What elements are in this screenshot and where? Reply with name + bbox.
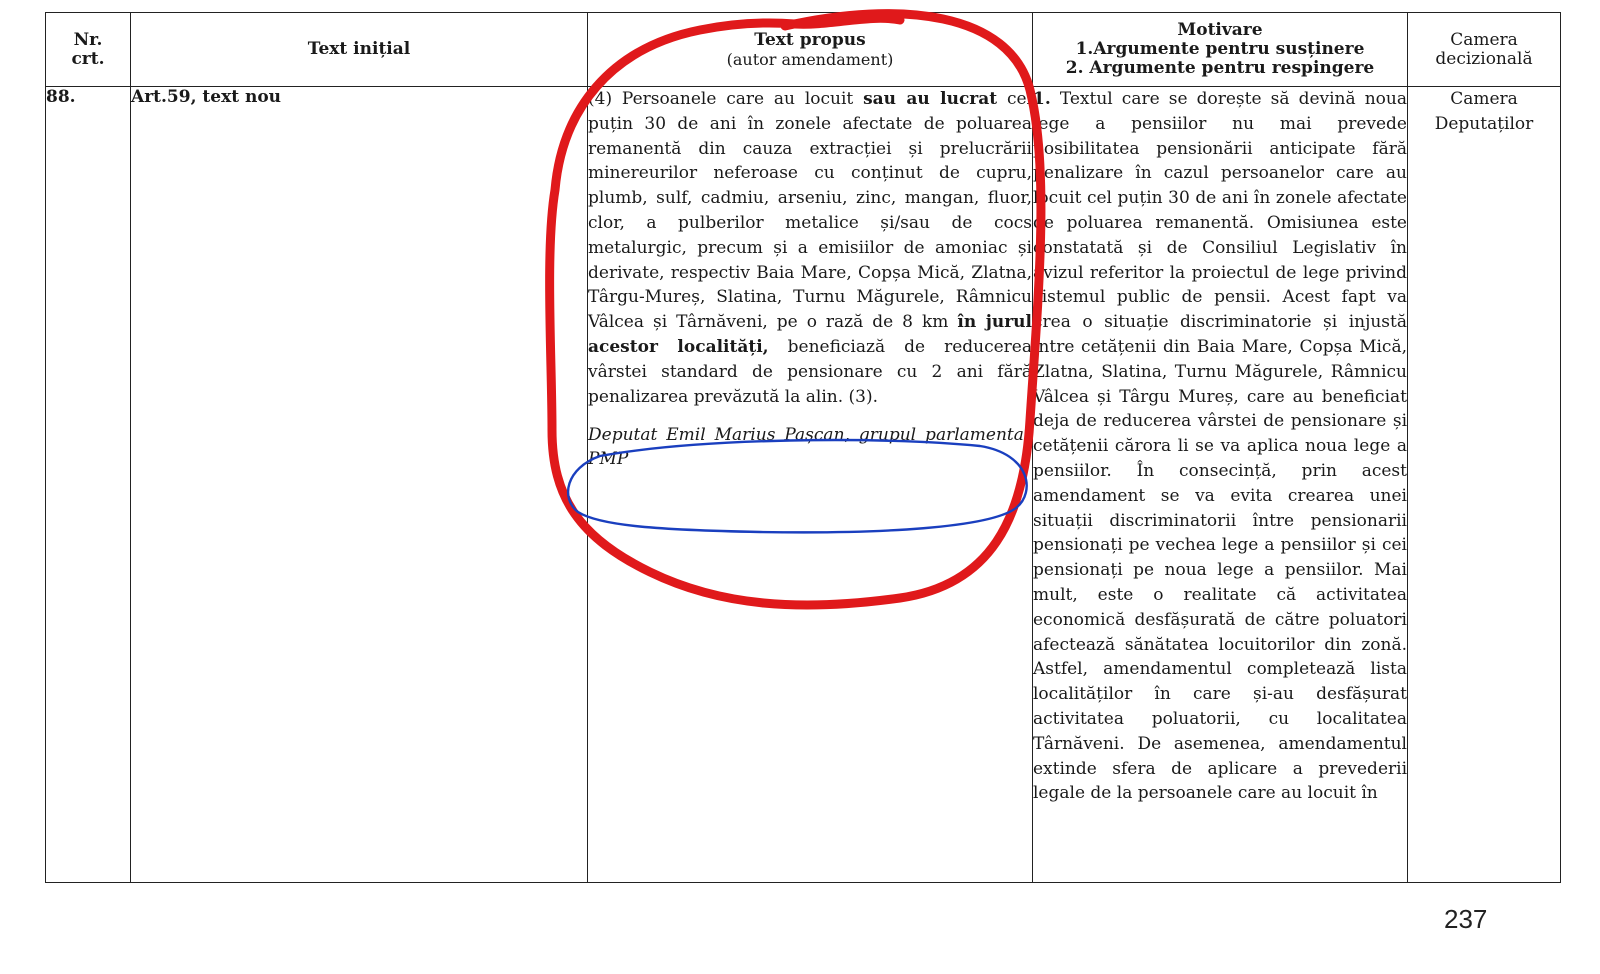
- proposed-text-part: cel puțin 30 de ani în zonele afectate de poluarea remanentă din cauza extracției și prelucrării minereurilor neferoase cu conținut de cupru, plumb, sulf, cadmiu, arseniu, zinc, mangan, fluor, clor, a pulberilor metalice și/sau de cocs metalurgic, precum și a emisiilor de amoniac și derivate, respectiv Baia Mare, Copșa Mică, Zlatna, Târgu-Mureș, Slatina, Turnu Măgurele, Râmnicu Vâlcea și Târnăveni, pe o rază de 8 km: [588, 89, 1032, 333]
- chamber-cell: [1408, 87, 1561, 883]
- motivation-cell: [1033, 87, 1408, 883]
- header-nr-line2: crt.: [71, 48, 105, 69]
- table-row: [46, 87, 1561, 883]
- header-motivation-line2: 2. Argumente pentru respingere: [1065, 58, 1375, 78]
- header-chamber-line2: decizională: [1435, 48, 1533, 69]
- motivation-text: [1033, 87, 1407, 806]
- header-motivation: [1033, 13, 1408, 87]
- header-chamber: [1408, 13, 1561, 87]
- proposed-text: [588, 87, 1032, 409]
- header-nr: [46, 13, 131, 87]
- header-motivation-line1: 1.Argumente pentru susținere: [1075, 39, 1365, 59]
- chamber-line1: Camera: [1450, 89, 1518, 109]
- header-initial-text: Text inițial: [131, 13, 588, 87]
- proposed-text-bold: în jurul acestor localități,: [588, 312, 1032, 357]
- chamber-line2: Deputaților: [1434, 114, 1534, 134]
- amendment-author: Deputat Emil Marius Pașcan, grupul parlamentar PMP: [588, 425, 1032, 470]
- header-row: [46, 13, 1561, 87]
- proposed-text-bold: sau au lucrat: [863, 89, 998, 109]
- initial-text: Art.59, text nou: [131, 87, 282, 107]
- header-proposed-sub: (autor amendament): [726, 49, 894, 69]
- proposed-text-part: beneficiază de reducerea vârstei standard de pensionare cu 2 ani fără penalizarea prevăzută la alin. (3).: [588, 336, 1032, 407]
- motivation-body: Textul care se dorește să devină noua lege a pensiilor nu mai prevede posibilitatea pensionării anticipate fără penalizare în cazul persoanelor care au locuit cel puțin 30 de ani în zonele afectate de poluarea remanentă. Omisiunea este constatată și de Consiliul Legislativ în avizul referitor la proiectul de lege privind sistemul public de pensii. Acest fapt va crea o situație discriminatorie și injustă între cetățenii din Baia Mare, Copșa Mică, Zlatna, Slatina, Turnu Măgurele, Râmnicu Vâlcea și Târgu Mureș, care au beneficiat deja de reducerea vârstei de pensionare și cetățenii cărora li se va aplica noua lege a pensiilor. În consecință, prin acest amendament se va evita crearea unei situații discriminatorii între pensionarii pensionați pe vechea lege a pensiilor și cei pensionați pe noua lege a pensiilor. Mai mult, este o realitate că activitatea economică desfășurată de către poluatori afectează sănătatea locuitorilor din zonă. Astfel, amendamentul completează lista localităților în care și-au desfășurat activitatea poluatorii, cu localitatea Târnăveni. De asemenea, amendamentul extinde sfera de aplicare a prevederii legale de la persoanele care au locuit în: [1033, 89, 1407, 804]
- amendment-table: [45, 12, 1561, 883]
- header-chamber-line1: Camera: [1450, 29, 1518, 50]
- proposed-text-part: (4) Persoanele care au locuit: [588, 89, 864, 109]
- motivation-number: 1.: [1033, 89, 1051, 109]
- header-proposed-text: [588, 13, 1033, 87]
- row-number: 88.: [46, 87, 131, 883]
- proposed-text-cell: [588, 87, 1033, 883]
- header-nr-line1: Nr.: [73, 29, 103, 50]
- initial-text-cell: [131, 87, 588, 883]
- page-number: 237: [1444, 904, 1488, 934]
- header-motivation-title: Motivare: [1177, 20, 1263, 40]
- header-proposed-title: Text propus: [754, 29, 866, 50]
